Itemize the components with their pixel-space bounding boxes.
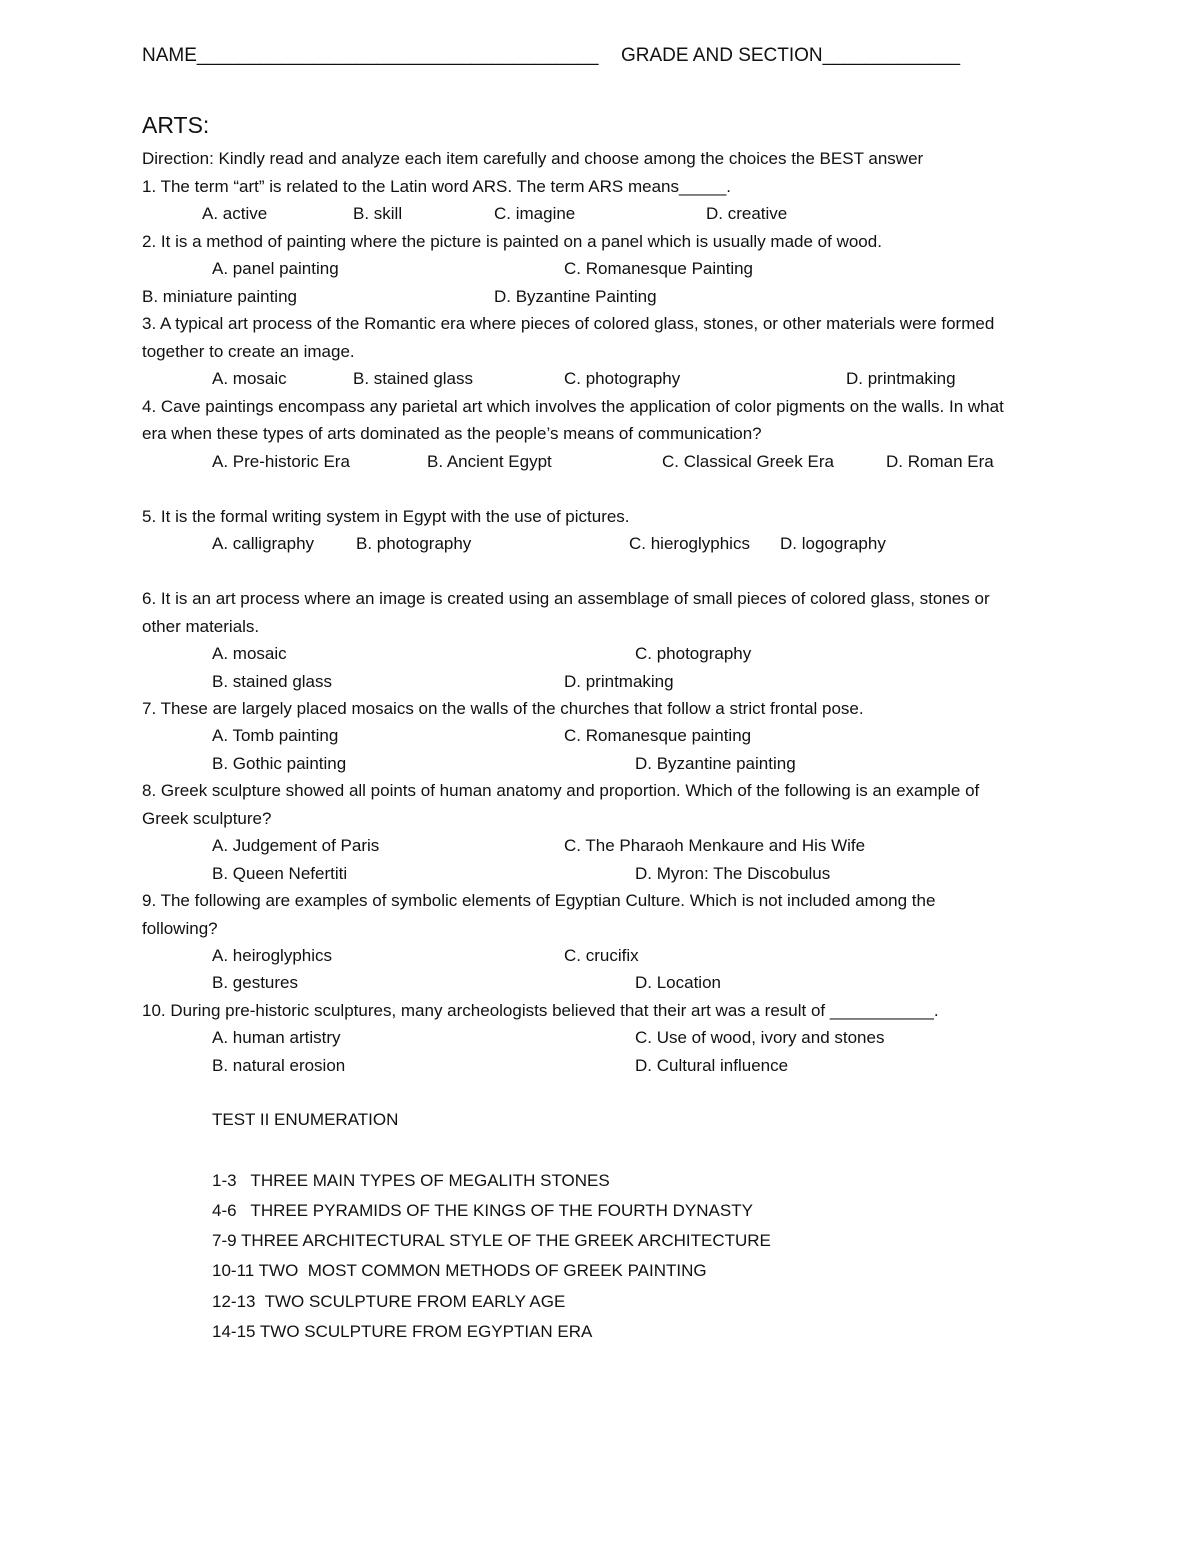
choice-9d[interactable]: D. Location xyxy=(635,973,721,992)
section-title: ARTS: xyxy=(142,112,210,138)
question-4-text-cont: era when these types of arts dominated as the people’s means of communication? xyxy=(142,424,762,443)
question-3-text: 3. A typical art process of the Romantic era where pieces of colored glass, stones, or other materials were formed xyxy=(142,314,995,333)
choice-7d[interactable]: D. Byzantine painting xyxy=(635,754,796,773)
choice-1c[interactable]: C. imagine xyxy=(494,204,576,223)
choice-7c[interactable]: C. Romanesque painting xyxy=(564,726,752,745)
choice-7b[interactable]: B. Gothic painting xyxy=(212,754,347,773)
choice-4d[interactable]: D. Roman Era xyxy=(886,452,994,471)
enumeration-item-5: 12-13 TWO SCULPTURE FROM EARLY AGE xyxy=(212,1292,566,1311)
choice-4c[interactable]: C. Classical Greek Era xyxy=(662,452,834,471)
choice-9c[interactable]: C. crucifix xyxy=(564,946,639,965)
choice-2c[interactable]: C. Romanesque Painting xyxy=(564,259,754,278)
choice-5c[interactable]: C. hieroglyphics xyxy=(629,534,750,553)
enumeration-item-6: 14-15 TWO SCULPTURE FROM EGYPTIAN ERA xyxy=(212,1322,593,1341)
choice-8b[interactable]: B. Queen Nefertiti xyxy=(212,864,348,883)
name-field-label[interactable]: NAME______________________________________ xyxy=(142,45,599,66)
test2-title: TEST II ENUMERATION xyxy=(212,1110,399,1129)
question-2-text: 2. It is a method of painting where the picture is painted on a panel which is usually made of wood. xyxy=(142,232,882,251)
choice-10a[interactable]: A. human artistry xyxy=(212,1028,341,1047)
question-8-text-cont: Greek sculpture? xyxy=(142,809,272,828)
question-6-text-cont: other materials. xyxy=(142,617,260,636)
choice-1b[interactable]: B. skill xyxy=(353,204,403,223)
choice-3c[interactable]: C. photography xyxy=(564,369,681,388)
choice-2a[interactable]: A. panel painting xyxy=(212,259,339,278)
grade-section-field-label[interactable]: GRADE AND SECTION_____________ xyxy=(621,45,961,66)
enumeration-item-2: 4-6 THREE PYRAMIDS OF THE KINGS OF THE FOURTH DYNASTY xyxy=(212,1201,753,1220)
choice-8c[interactable]: C. The Pharaoh Menkaure and His Wife xyxy=(564,836,866,855)
choice-8d[interactable]: D. Myron: The Discobulus xyxy=(635,864,831,883)
choice-9a[interactable]: A. heiroglyphics xyxy=(212,946,333,965)
choice-8a[interactable]: A. Judgement of Paris xyxy=(212,836,380,855)
choice-10d[interactable]: D. Cultural influence xyxy=(635,1056,789,1075)
choice-7a[interactable]: A. Tomb painting xyxy=(212,726,339,745)
choice-6c[interactable]: C. photography xyxy=(635,644,752,663)
question-9-text: 9. The following are examples of symbolic elements of Egyptian Culture. Which is not included among the xyxy=(142,891,936,910)
choice-6d[interactable]: D. printmaking xyxy=(564,672,674,691)
choice-5a[interactable]: A. calligraphy xyxy=(212,534,315,553)
choice-9b[interactable]: B. gestures xyxy=(212,973,298,992)
choice-4b[interactable]: B. Ancient Egypt xyxy=(427,452,552,471)
question-1-text: 1. The term “art” is related to the Latin word ARS. The term ARS means_____. xyxy=(142,177,731,196)
question-10-text: 10. During pre-historic sculptures, many archeologists believed that their art was a result of ___________. xyxy=(142,1001,939,1020)
question-9-text-cont: following? xyxy=(142,919,218,938)
enumeration-item-3: 7-9 THREE ARCHITECTURAL STYLE OF THE GREEK ARCHITECTURE xyxy=(212,1231,771,1250)
enumeration-item-4: 10-11 TWO MOST COMMON METHODS OF GREEK PAINTING xyxy=(212,1261,707,1280)
choice-5d[interactable]: D. logography xyxy=(780,534,886,553)
enumeration-item-1: 1-3 THREE MAIN TYPES OF MEGALITH STONES xyxy=(212,1171,610,1190)
choice-4a[interactable]: A. Pre-historic Era xyxy=(212,452,350,471)
choice-1d[interactable]: D. creative xyxy=(706,204,788,223)
choice-1a[interactable]: A. active xyxy=(202,204,268,223)
choice-3a[interactable]: A. mosaic xyxy=(212,369,287,388)
choice-6a[interactable]: A. mosaic xyxy=(212,644,287,663)
question-8-text: 8. Greek sculpture showed all points of human anatomy and proportion. Which of the following is an example of xyxy=(142,781,980,800)
choice-10c[interactable]: C. Use of wood, ivory and stones xyxy=(635,1028,885,1047)
choice-3d[interactable]: D. printmaking xyxy=(846,369,956,388)
choice-2d[interactable]: D. Byzantine Painting xyxy=(494,287,657,306)
question-5-text: 5. It is the formal writing system in Egypt with the use of pictures. xyxy=(142,507,630,526)
question-4-text: 4. Cave paintings encompass any parietal art which involves the application of color pigments on the walls. In what xyxy=(142,397,1004,416)
choice-6b[interactable]: B. stained glass xyxy=(212,672,333,691)
choice-3b[interactable]: B. stained glass xyxy=(353,369,474,388)
choice-10b[interactable]: B. natural erosion xyxy=(212,1056,346,1075)
choice-5b[interactable]: B. photography xyxy=(356,534,472,553)
choice-2b[interactable]: B. miniature painting xyxy=(142,287,297,306)
question-7-text: 7. These are largely placed mosaics on the walls of the churches that follow a strict frontal pose. xyxy=(142,699,864,718)
direction-text: Direction: Kindly read and analyze each item carefully and choose among the choices the BEST answer xyxy=(142,149,924,168)
question-6-text: 6. It is an art process where an image is created using an assemblage of small pieces of colored glass, stones or xyxy=(142,589,990,608)
question-3-text-cont: together to create an image. xyxy=(142,342,355,361)
